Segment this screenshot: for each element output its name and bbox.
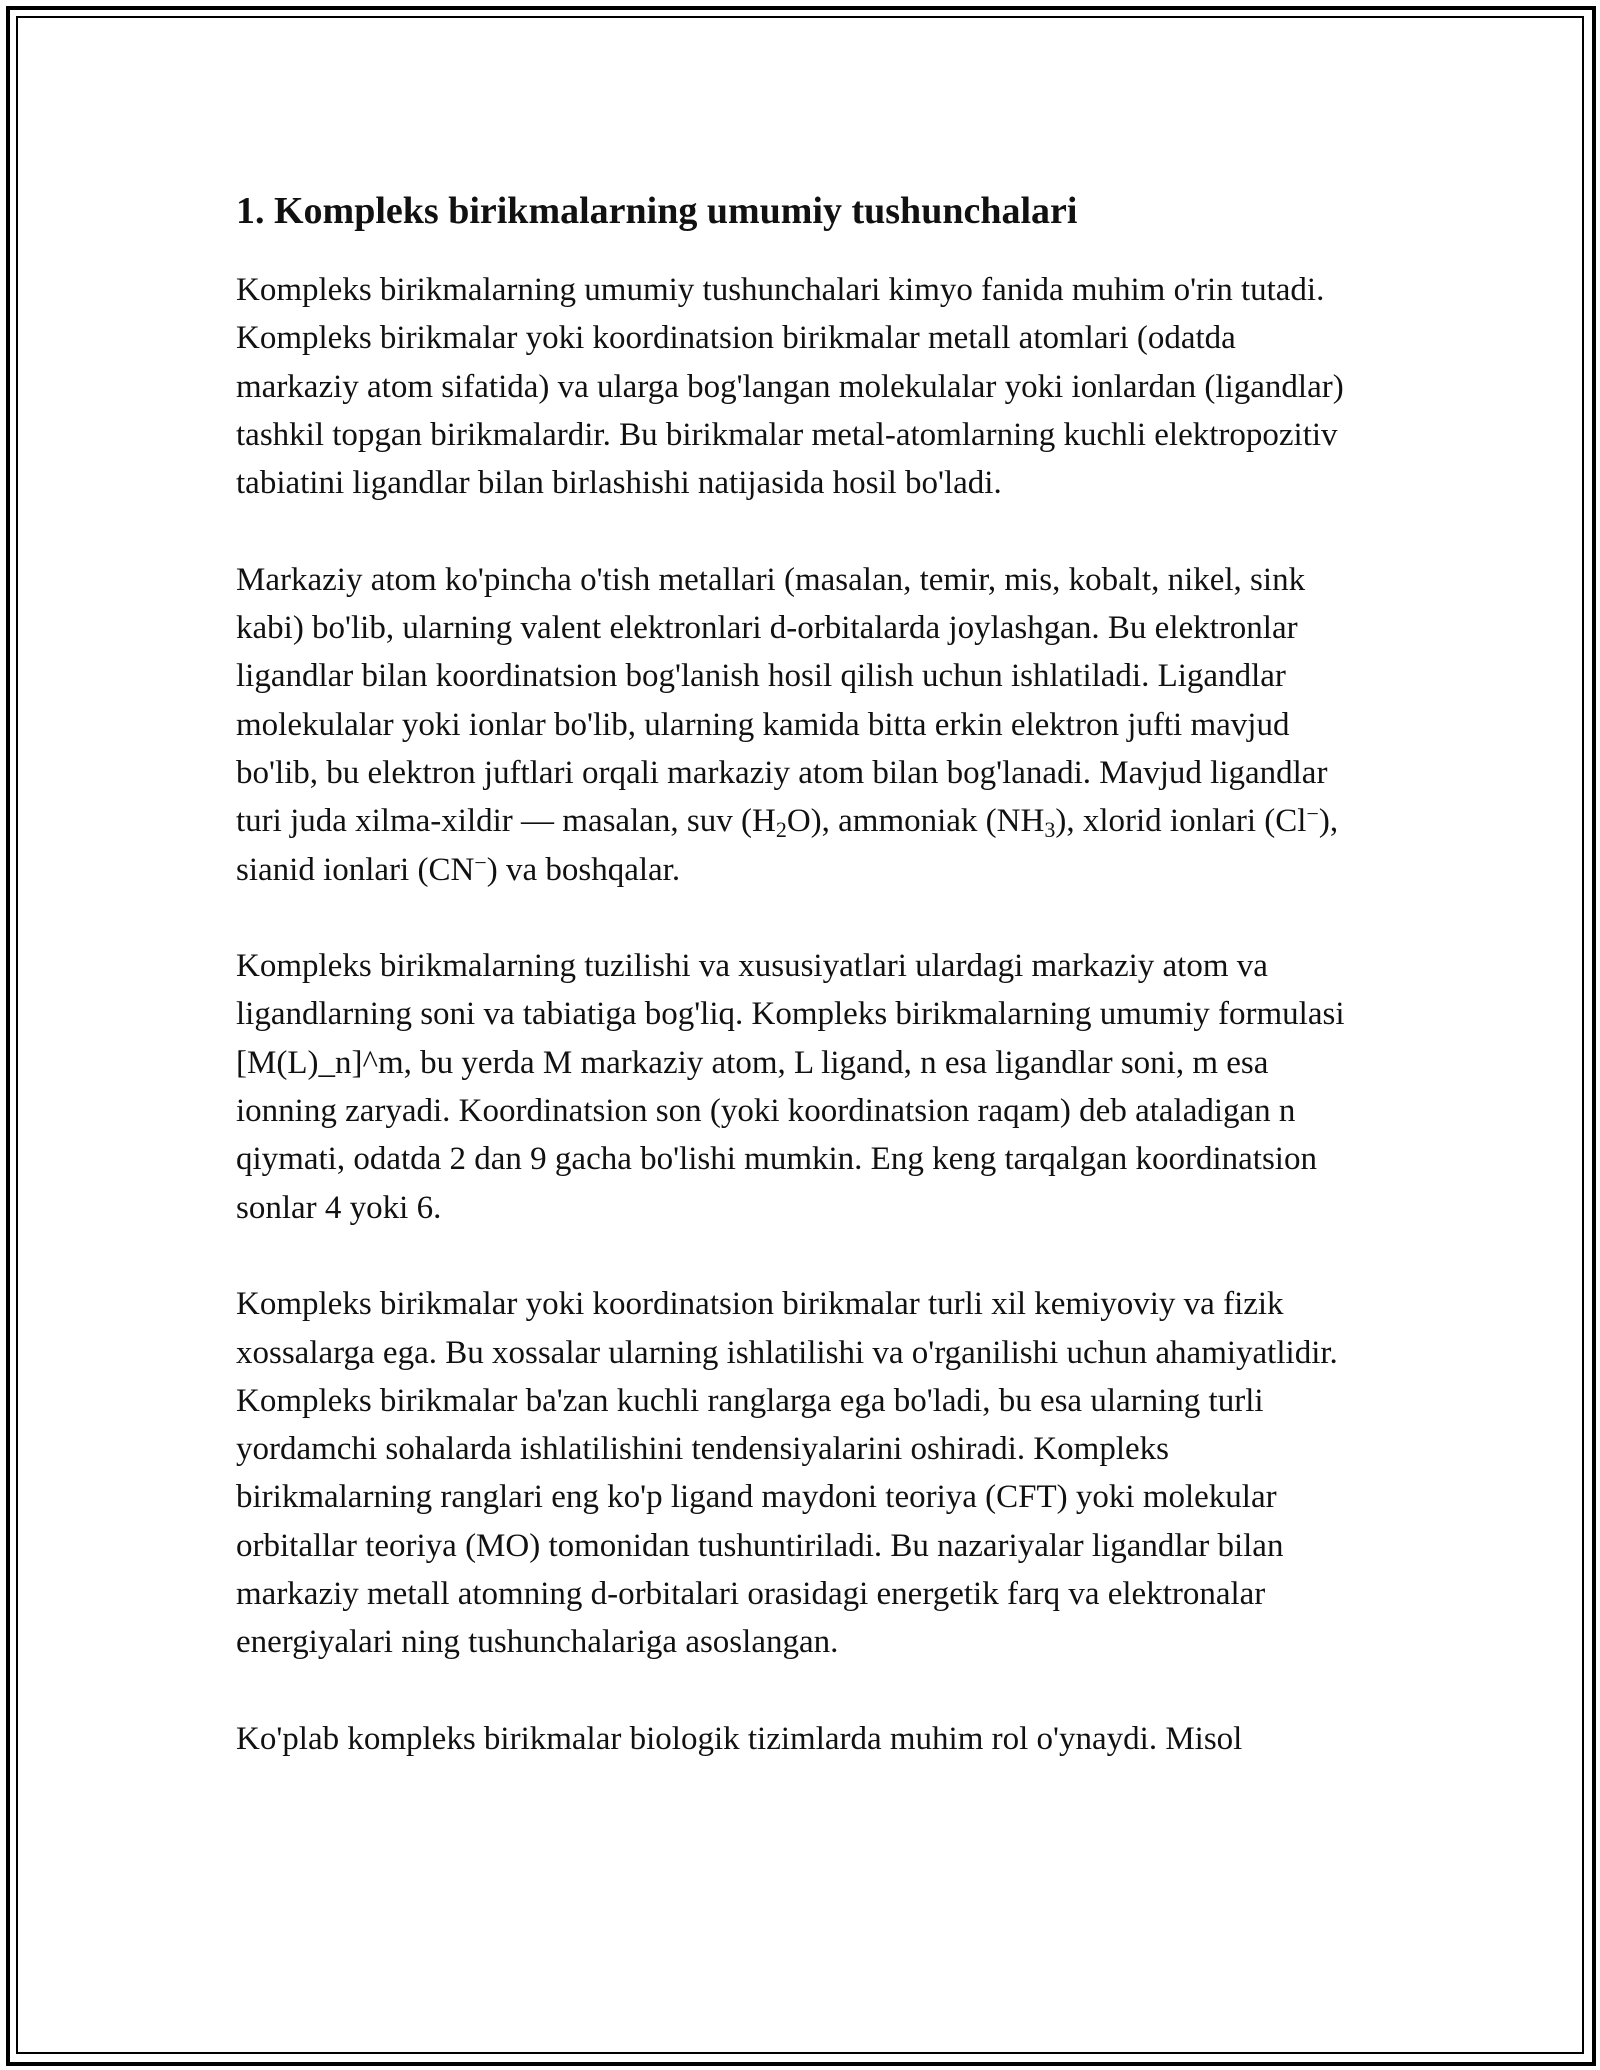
paragraph-text: ) va boshqalar. — [486, 851, 681, 888]
section-heading: 1. Kompleks birikmalarning umumiy tushunchalari — [236, 190, 1078, 232]
paragraph-text: O), ammoniak (NH — [786, 803, 1045, 840]
paragraph-text: ), xlorid ionlari (Cl — [1055, 803, 1307, 840]
paragraph-text: Markaziy atom ko'pincha o'tish metallari (masalan, temir, mis, kobalt, nikel, sink kabi) bo'lib, ularning valent elektronlari d-orbitalarda joylashgan. Bu elektronlar ligandlar bilan koordinatsion bog'lanish hosil qilish uchun ishlatiladi. Ligandlar molekulalar yoki ionlar bo'lib, ularning kamida bitta erkin elektron jufti mavjud bo'lib, bu elektron juftlari orqali markaziy atom bilan bog'lanadi. Mavjud ligandlar turi juda xilma-xildir — masalan, suv (H — [236, 561, 1328, 840]
superscript: − — [474, 849, 487, 875]
paragraph-properties: Kompleks birikmalar yoki koordinatsion birikmalar turli xil kemiyoviy va fizik xossalarga ega. Bu xossalar ularning ishlatilishi va o'rganilishi uchun ahamiyatlidir. Kompleks birikmalar ba'zan kuchli ranglarga ega bo'ladi, bu esa ularning turli yordamchi sohalarda ishlatilishini tendensiyalarini oshiradi. Kompleks birikmalarning ranglari eng ko'p ligand maydoni teoriya (CFT) yoki molekular orbitallar teoriya (MO) tomonidan tushuntiriladi. Bu nazariyalar ligandlar bilan markaziy metall atomning d-orbitalari orasidagi energetik farq va elektronalar energiyalari ning tushunchalariga asoslangan. — [236, 1286, 1338, 1661]
paragraph-intro: Kompleks birikmalarning umumiy tushunchalari kimyo fanida muhim o'rin tutadi. Kompleks birikmalar yoki koordinatsion birikmalar metall atomlari (odatda markaziy atom sifatida) va ularga bog'langan molekulalar yoki ionlardan (ligandlar) tashkil topgan birikmalardir. Bu birikmalar metal-atomlarning kuchli elektropozitiv tabiatini ligandlar bilan birlashishi natijasida hosil bo'ladi. — [236, 272, 1344, 502]
paragraph-text: ), sianid ionlari (CN — [236, 803, 1339, 888]
superscript: − — [1306, 801, 1319, 827]
subscript: 2 — [775, 817, 787, 843]
subscript: 3 — [1044, 817, 1056, 843]
paragraph-central-atom — [236, 556, 1366, 894]
paragraph-structure: Kompleks birikmalarning tuzilishi va xususiyatlari ulardagi markaziy atom va ligandlarning soni va tabiatiga bog'liq. Kompleks birikmalarning umumiy formulasi [M(L)_n]^m, bu yerda M markaziy atom, L ligand, n esa ligandlar soni, m esa ionning zaryadi. Koordinatsion son (yoki koordinatsion raqam) deb ataladigan n qiymati, odatda 2 dan 9 gacha bo'lishi mumkin. Eng keng tarqalgan koordinatsion sonlar 4 yoki 6. — [236, 948, 1345, 1226]
document-body — [236, 186, 1366, 1812]
paragraph-biology: Ko'plab kompleks birikmalar biologik tizimlarda muhim rol o'ynaydi. Misol — [236, 1720, 1243, 1757]
